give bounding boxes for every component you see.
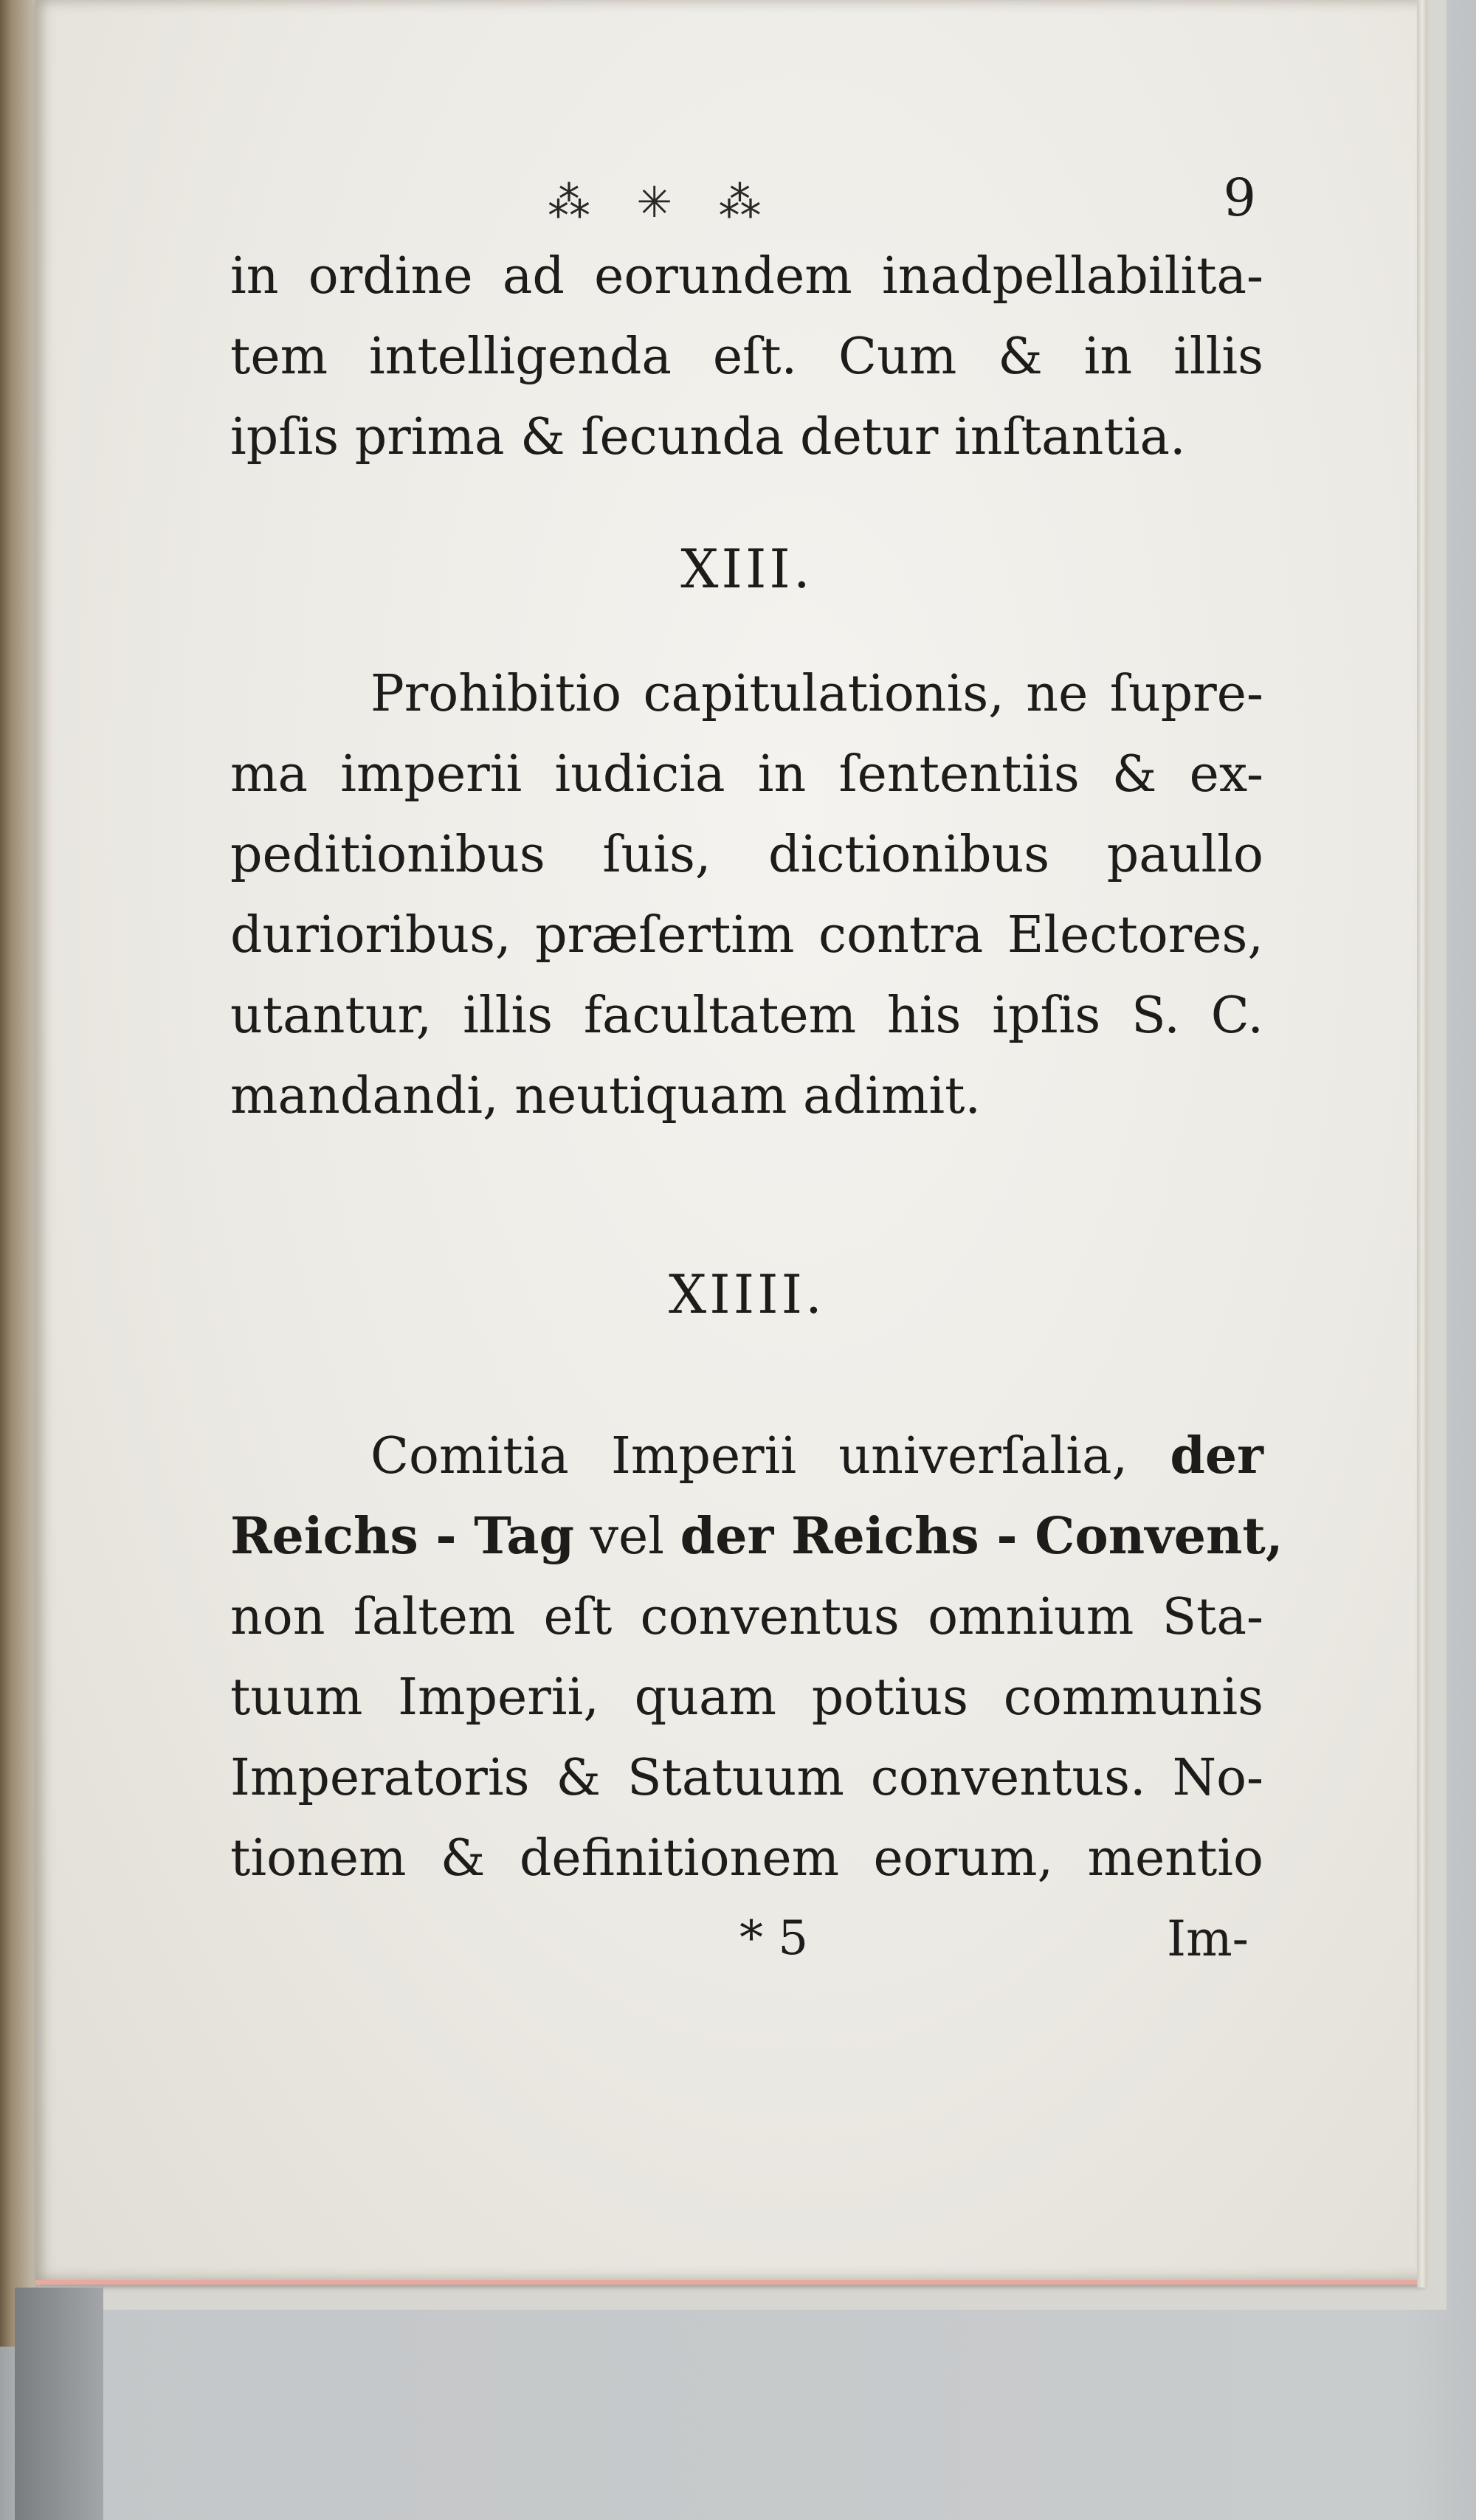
section-13-body (230, 654, 1263, 1136)
text-line: ma imperii iudicia in ſententiis & ex- (230, 745, 1263, 804)
text-line: Prohibitio capitulationis, ne ſupre- (370, 665, 1263, 723)
german-text: der Reichs - Convent, (680, 1507, 1283, 1566)
text-line: ipſis prima & ſecunda detur inſtantia. (230, 408, 1186, 466)
text-line (230, 1416, 1263, 1497)
ornament-icon: ⁂ ✳ ⁂ (548, 177, 778, 227)
book-fore-edge (15, 2288, 103, 2520)
section-14-body (230, 1416, 1283, 1899)
text-line: Imperatoris & Statuum conventus. No- (230, 1749, 1263, 1807)
section-heading-13: XIII. (680, 538, 813, 600)
text-line: tionem & definitionem eorum, mentio (230, 1829, 1263, 1888)
text-line (230, 1497, 1283, 1577)
text-line: tem intelligenda eſt. Cum & in illis (230, 328, 1263, 386)
signature-mark: * 5 (739, 1911, 809, 1966)
catchword: Im- (1167, 1910, 1249, 1967)
running-header (230, 148, 1263, 236)
page-edge (1417, 0, 1427, 2288)
page-footer (230, 1899, 1263, 1980)
text-line: durioribus, præſertim contra Electores, (230, 906, 1263, 964)
section-heading-14: XIIII. (669, 1263, 825, 1325)
page-number: 9 (1223, 168, 1256, 228)
paragraph-intro (230, 236, 1263, 477)
latin-text: vel (590, 1508, 665, 1566)
text-line: non ſaltem eſt conventus omnium Sta- (230, 1588, 1263, 1646)
text-line: utantur, illis facultatem his ipſis S. C. (230, 987, 1263, 1045)
text-line: mandandi, neutiquam adimit. (230, 1067, 982, 1125)
text-line: in ordine ad eorundem inadpellabilita- (230, 247, 1263, 305)
text-line: tuum Imperii, quam potius communis (230, 1668, 1263, 1727)
german-text: der (1170, 1426, 1263, 1485)
latin-text: Comitia Imperii univerſalia, (370, 1427, 1128, 1485)
book-spine (0, 0, 38, 2347)
page-text (230, 148, 1283, 1980)
text-line: peditionibus ſuis, dictionibus paullo (230, 826, 1263, 884)
german-text: Reichs - Tag (230, 1507, 575, 1566)
